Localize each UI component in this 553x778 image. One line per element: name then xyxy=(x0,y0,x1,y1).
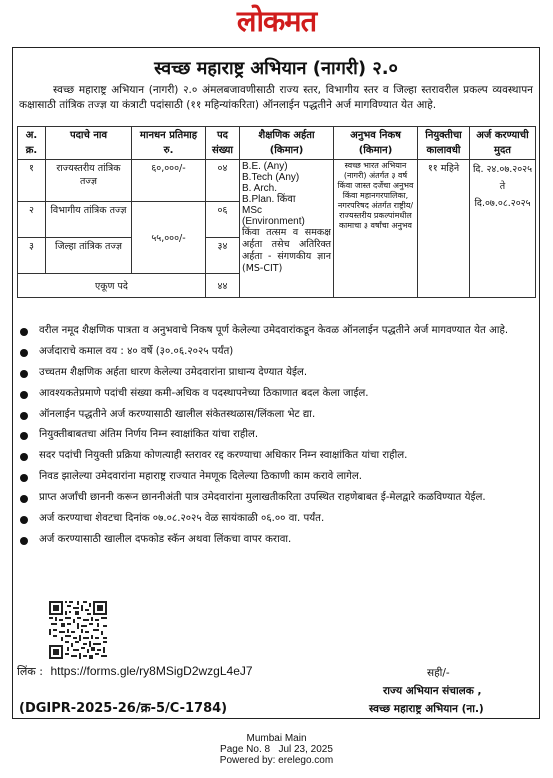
row-post: राज्यस्तरीय तांत्रिक तज्ज्ञ xyxy=(46,160,132,202)
signature-designation: राज्य अभियान संचालक , xyxy=(383,685,482,697)
bullet-icon xyxy=(20,370,28,378)
table-row xyxy=(18,160,536,202)
header-sr: अ. क्र. xyxy=(18,127,46,160)
header-period: नियुक्तीचा कालावधी xyxy=(418,127,470,160)
edu-extra: किंवा तत्सम व समकक्ष अर्हता तसेच अतिरिक्त अर्हता - संगणकीय ज्ञान (MS-CIT) xyxy=(242,227,331,274)
row-post: विभागीय तांत्रिक तज्ज्ञ xyxy=(46,202,132,238)
bullet-icon xyxy=(20,432,28,440)
list-item: निवड झालेल्या उमेदवारांना महाराष्ट्र राज्यात नेमणूक दिलेल्या ठिकाणी काम करावे लागेल. xyxy=(17,470,531,485)
form-link[interactable]: https://forms.gle/ry8MSigD2wzgL4eJ7 xyxy=(50,664,253,678)
footer-date: Jul 23, 2025 xyxy=(278,744,333,755)
deadline-from: दि. २४.०७.२०२५ xyxy=(472,164,533,175)
intro-paragraph: स्वच्छ महाराष्ट्र अभियान (नागरी) २.० अंमलबजावणीसाठी राज्य स्तर, विभागीय स्तर व जिल्हा स्तरावरील प्रकल्प व्यवस्थापन कक्षासाठी तांत्रिक तज्ज्ञ या कंत्राटी पदांसाठी (११ महिन्यांकरिता) ऑनलाईन पद्धतीने अर्ज मागविण्यात येत आहे. xyxy=(19,84,533,111)
ad-title: स्वच्छ महाराष्ट्र अभियान (नागरी) २.० xyxy=(154,58,398,79)
header-salary: मानधन प्रतिमाह रु. xyxy=(132,127,206,160)
header-post: पदाचे नाव xyxy=(46,127,132,160)
header-deadline: अर्ज करण्याची मुदत xyxy=(470,127,536,160)
footer-powered: Powered by: erelego.com xyxy=(219,755,334,766)
list-item: आवश्यकतेप्रमाणे पदांची संख्या कमी-अधिक व पदस्थापनेच्या ठिकाणात बदल केला जाईल. xyxy=(17,387,531,402)
bullet-icon xyxy=(20,453,28,461)
bullet-icon xyxy=(20,412,28,420)
edu-line: (Environment) xyxy=(242,216,305,227)
link-label: लिंक : xyxy=(17,665,43,678)
experience-cell: स्वच्छ भारत अभियान (नागरी) अंतर्गत ३ वर्ष किंवा जास्त दर्जेचा अनुभव किंवा महानगरपालिका, नगरपरिषद अंतर्गत राष्ट्रीय/राज्यस्तरीय प्रकल्पांमधील कामाचा ३ वर्षांचा अनुभव xyxy=(334,160,418,298)
total-label: एकूण पदे xyxy=(18,274,206,298)
row-count: ०४ xyxy=(206,160,240,202)
edu-line: B. Arch. xyxy=(242,183,278,194)
advertisement-box xyxy=(12,47,540,719)
row-sr: २ xyxy=(18,202,46,238)
posts-table xyxy=(17,126,536,298)
edu-line: B.E. (Any) xyxy=(242,161,288,172)
edu-line: B.Tech (Any) xyxy=(242,172,300,183)
bullet-icon xyxy=(20,474,28,482)
footer-edition: Mumbai Main xyxy=(246,733,307,744)
deadline-to-word: ते xyxy=(499,181,506,192)
bullet-icon xyxy=(20,516,28,524)
dgipr-code: (DGIPR-2025-26/क्र-5/C-1784) xyxy=(19,701,228,716)
edu-line: B.Plan. किंवा xyxy=(242,194,296,205)
education-cell xyxy=(240,160,334,298)
row-sr: ३ xyxy=(18,238,46,274)
list-item: ऑनलाईन पद्धतीने अर्ज करण्यासाठी खालील संकेतस्थळास/लिंकला भेट द्या. xyxy=(17,408,531,423)
header-experience: अनुभव निकष (किमान) xyxy=(334,127,418,160)
list-item: अर्ज करण्यासाठी खालील दफकोड स्कॅन अथवा लिंकचा वापर करावा. xyxy=(17,533,531,548)
signature-sd: सही/- xyxy=(427,667,450,679)
list-item: वरील नमूद शैक्षणिक पात्रता व अनुभवाचे निकष पूर्ण केलेल्या उमेदवारांकडून केवळ ऑनलाईन पद्धतीने अर्ज मागवण्यात येत आहे. xyxy=(17,324,531,339)
bullet-icon xyxy=(20,328,28,336)
row-count: ३४ xyxy=(206,238,240,274)
page-footer xyxy=(0,733,553,766)
list-item: नियुक्तीबाबतचा अंतिम निर्णय निम्न स्वाक्षांकित यांचा राहील. xyxy=(17,428,531,443)
period-cell: ११ महिने xyxy=(418,160,470,298)
row-salary: ६०,०००/- xyxy=(132,160,206,202)
bullet-icon xyxy=(20,537,28,545)
bullet-icon xyxy=(20,349,28,357)
instruction-list xyxy=(17,324,531,554)
signature-org: स्वच्छ महाराष्ट्र अभियान (ना.) xyxy=(369,703,484,715)
list-item: सदर पदांची नियुक्ती प्रक्रिया कोणत्याही स्तरावर रद्द करण्याचा अधिकार निम्न स्वाक्षांकित यांचा राहील. xyxy=(17,449,531,464)
bullet-icon xyxy=(20,495,28,503)
footer-page: Page No. 8 xyxy=(220,744,271,755)
header-count: पद संख्या xyxy=(206,127,240,160)
edu-line: MSc xyxy=(242,205,262,216)
header-education: शैक्षणिक अर्हता (किमान) xyxy=(240,127,334,160)
total-count: ४४ xyxy=(206,274,240,298)
bullet-icon xyxy=(20,391,28,399)
shared-salary: ५५,०००/- xyxy=(132,202,206,274)
list-item: प्राप्त अर्जांची छाननी करून छाननीअंती पात्र उमेदवारांना मुलाखतीकरिता उपस्थित राहणेबाबत ई-मेलद्वारे कळविण्यात येईल. xyxy=(17,491,531,506)
footer-page-date xyxy=(0,744,553,755)
table-header-row xyxy=(18,127,536,160)
list-item: अर्जदाराचे कमाल वय : ४० वर्षे (३०.०६.२०२५ पर्यंत) xyxy=(17,345,531,360)
list-item: उच्चतम शैक्षणिक अर्हता धारण केलेल्या उमेदवारांना प्राधान्य देण्यात येईल. xyxy=(17,366,531,381)
newspaper-masthead: लोकमत xyxy=(236,4,317,38)
row-post: जिल्हा तांत्रिक तज्ज्ञ xyxy=(46,238,132,274)
list-item: अर्ज करण्याचा शेवटचा दिनांक ०७.०८.२०२५ वेळ सायंकाळी ०६.०० वा. पर्यंत. xyxy=(17,512,531,527)
deadline-cell xyxy=(470,160,536,298)
row-count: ०६ xyxy=(206,202,240,238)
qr-code[interactable] xyxy=(49,601,107,659)
form-link-row xyxy=(17,663,253,680)
deadline-to: दि.०७.०८.२०२५ xyxy=(474,198,531,209)
row-sr: १ xyxy=(18,160,46,202)
